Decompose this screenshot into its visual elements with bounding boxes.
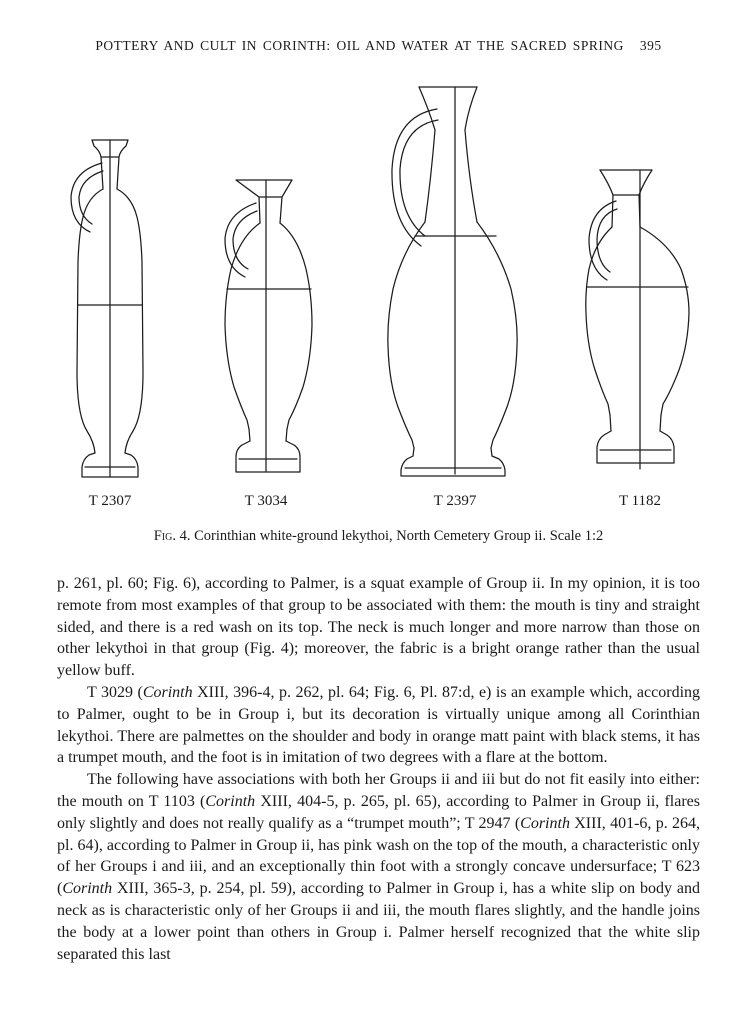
paragraph-text: The following have associations with both her Groups ii and iii but do not fit easily into either: the mouth on T 1103 ( [57,771,700,810]
paragraph-text: T 3029 ( [87,683,143,701]
lekythos-drawing-t1182 [585,167,700,477]
page-number: 395 [639,38,662,53]
figure-4 [57,84,700,479]
paragraph-text: XIII, 404-5, p. 265, pl. 65), according to Palmer in Group ii, flares only slightly and does not really qualify as a “trumpet mouth”; T 2947 ( [57,792,701,832]
figure-labels [57,493,700,513]
paragraph [57,573,700,682]
paragraph-text: XIII, 401-6, p. 264, pl. 64), according to Palmer in Group ii, has pink wash on the top of the mouth, a characteristic only of her Groups i and iii, and an exceptionally thin foot with a strongly concave undersurface; T 623 ( [57,814,700,898]
figure-caption-number: Fig. 4. [153,528,191,544]
figure-caption [57,528,700,545]
lekythos-drawing-t2397 [385,84,525,479]
paragraph-text: XIII, 365-3, p. 254, pl. 59), according to Palmer in Group i, has a white slip on body and neck as is characteristic only of her Groups ii and iii, the mouth flares slightly, and the handle joins the body at a lower point than others in Group i. Palmer herself recognized that the white slip separated this last [57,880,700,963]
vase-label-t2397: T 2397 [433,493,477,509]
vase-label-t1182: T 1182 [618,493,662,509]
body-text [57,573,700,965]
citation-title: Corinth [205,792,256,810]
figure-caption-text: Corinthian white-ground lekythoi, North Cemetery Group ii. Scale 1:2 [190,528,604,544]
vase-label-t2307: T 2307 [88,493,132,509]
lekythos-drawing-t3034 [222,177,317,477]
citation-title: Corinth [520,814,570,832]
lekythos-drawing-t2307 [62,137,162,482]
citation-title: Corinth [62,880,113,898]
vase-label-t3034: T 3034 [244,493,288,509]
paragraph [57,769,700,965]
citation-title: Corinth [142,683,193,701]
paragraph-text: XIII, 396-4, p. 262, pl. 64; Fig. 6, Pl. 87:d, e) is an example which, according to Palmer, ought to be in Group i, but its decoration is virtually unique among all Corinthian lekythoi. There are palmettes on the shoulder and body in orange matt paint with black stems, it has a trumpet mouth, and the foot is in imitation of two degrees with a flare at the bottom. [57,683,701,767]
page-header [57,38,700,54]
paragraph-text: p. 261, pl. 60; Fig. 6), according to Palmer, is a squat example of Group ii. In my opinion, it is too remote from most examples of that group to be associated with them: the mouth is tiny and straight sided, and there is a red wash on its top. The neck is much longer and more narrow than those on other lekythoi in that group (Fig. 4); moreover, the fabric is a bright orange rather than the usual yellow buff. [57,575,700,680]
paragraph [57,682,700,769]
running-title: POTTERY AND CULT IN CORINTH: OIL AND WATER AT THE SACRED SPRING [95,38,624,53]
